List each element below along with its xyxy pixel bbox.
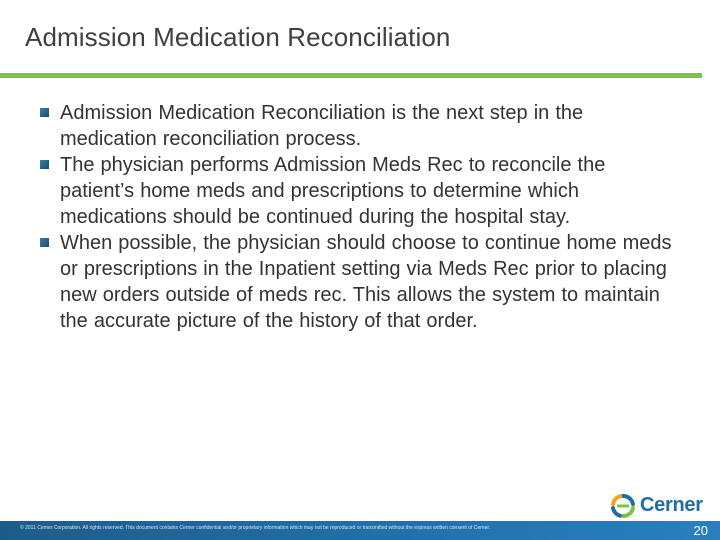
bullet-text: When possible, the physician should choose to continue home meds or prescriptions in the Inpatient setting via Meds Rec prior to placing new orders outside of meds rec. This allows the system to maintain the accurate picture of the history of that order. — [60, 232, 672, 332]
title-divider — [0, 73, 702, 78]
bullet-item — [40, 230, 685, 334]
copyright-notice: © 2011 Cerner Corporation. All rights reserved. This document contains Cerner confidential and/or proprietary information which may not be reproduced or transmitted without the express written consent of Cerner. — [20, 525, 491, 531]
bullet-text: The physician performs Admission Meds Rec to reconcile the patient’s home meds and prescriptions to determine which medications should be continued during the hospital stay. — [60, 154, 606, 228]
bullet-item — [40, 152, 685, 230]
bullet-square-icon — [40, 238, 49, 247]
cerner-logo — [610, 493, 705, 521]
bullet-list — [40, 100, 685, 334]
bullet-square-icon — [40, 160, 49, 169]
logo-wordmark: Cerner — [640, 494, 703, 516]
bullet-text: Admission Medication Reconciliation is the next step in the medication reconciliation process. — [60, 102, 584, 150]
bullet-item — [40, 100, 685, 152]
page-number: 20 — [693, 523, 708, 538]
slide-title: Admission Medication Reconciliation — [25, 22, 451, 52]
bullet-square-icon — [40, 108, 49, 117]
cerner-logo-icon — [610, 493, 636, 519]
